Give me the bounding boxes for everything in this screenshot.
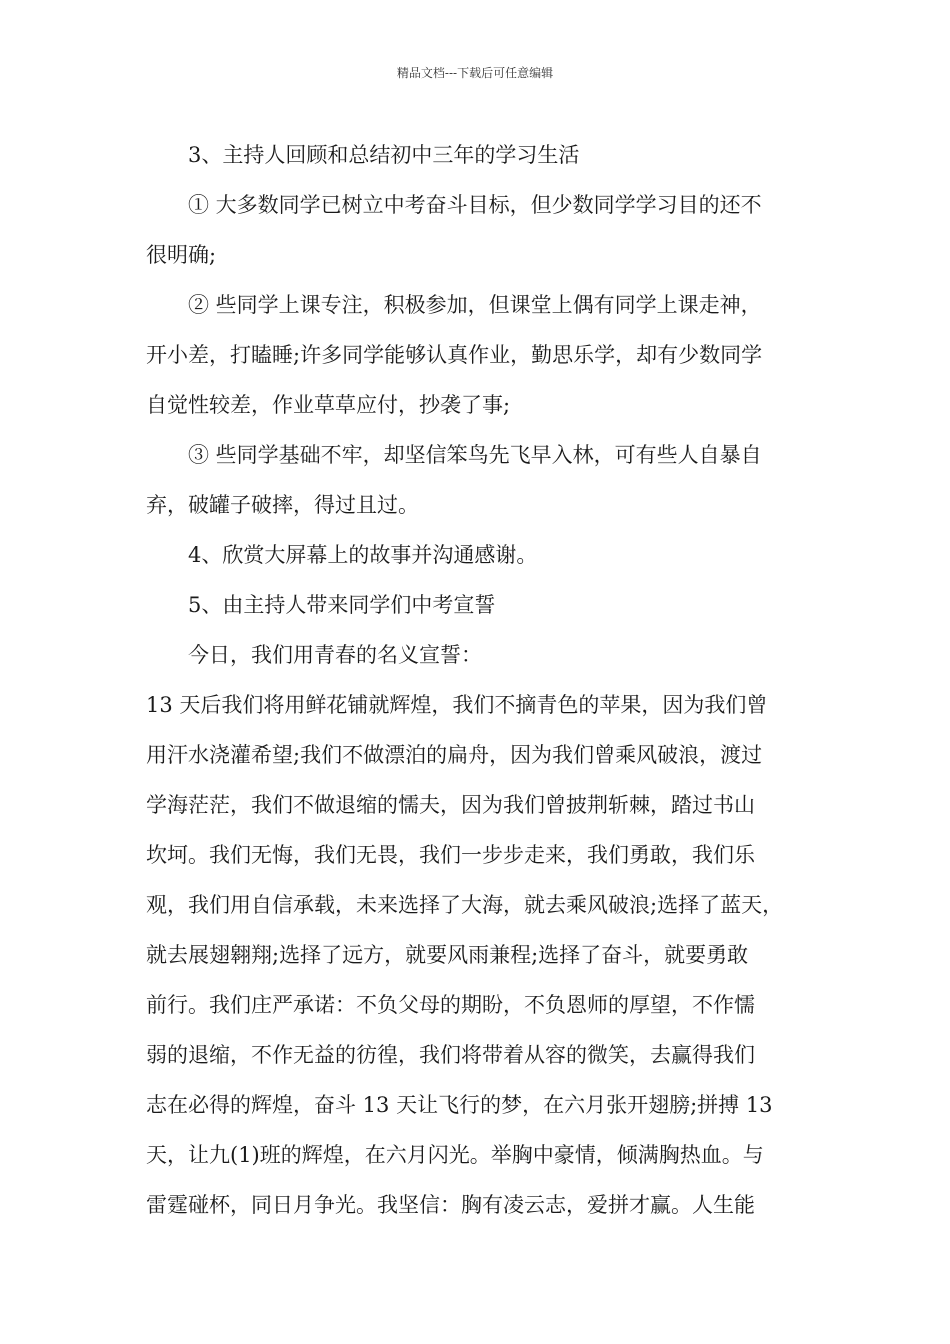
paragraph-line: 弱的退缩，不作无益的彷徨，我们将带着从容的微笑，去赢得我们 (146, 1043, 755, 1067)
paragraph-line: 4、欣赏大屏幕上的故事并沟通感谢。 (188, 543, 538, 567)
paragraph (146, 280, 818, 430)
paragraph-line: 很明确; (146, 243, 217, 267)
paragraph-line: 弃，破罐子破摔，得过且过。 (146, 493, 419, 517)
paragraph-line: ② 些同学上课专注，积极参加，但课堂上偶有同学上课走神， (188, 293, 762, 317)
paragraph-line: 前行。我们庄严承诺：不负父母的期盼，不负恩师的厚望，不作懦 (146, 993, 755, 1017)
paragraph (146, 630, 818, 680)
paragraph (146, 430, 818, 530)
paragraph-line: 观，我们用自信承载，未来选择了大海，就去乘风破浪;选择了蓝天， (146, 893, 784, 917)
paragraph-line: 13 天后我们将用鲜花铺就辉煌，我们不摘青色的苹果，因为我们曾 (146, 693, 768, 717)
paragraph-line: 3、主持人回顾和总结初中三年的学习生活 (188, 143, 580, 167)
paragraph-line: 天，让九(1)班的辉煌，在六月闪光。举胸中豪情，倾满胸热血。与 (146, 1143, 764, 1167)
paragraph-line: 学海茫茫，我们不做退缩的懦夫，因为我们曾披荆斩棘，踏过书山 (146, 793, 755, 817)
paragraph (146, 580, 818, 630)
document-body (146, 130, 818, 1230)
paragraph-line: 用汗水浇灌希望;我们不做漂泊的扁舟，因为我们曾乘风破浪，渡过 (146, 743, 763, 767)
paragraph-line: ③ 些同学基础不牢，却坚信笨鸟先飞早入林，可有些人自暴自 (188, 443, 762, 467)
paragraph-line: 坎坷。我们无悔，我们无畏，我们一步步走来，我们勇敢，我们乐 (146, 843, 755, 867)
page-header: 精品文档---下载后可任意编辑 (396, 66, 554, 80)
paragraph-line: 今日，我们用青春的名义宣誓： (188, 643, 482, 667)
paragraph-line: 志在必得的辉煌，奋斗 13 天让飞行的梦，在六月张开翅膀;拼搏 13 (146, 1093, 773, 1117)
paragraph-line: 就去展翅翱翔;选择了远方，就要风雨兼程;选择了奋斗，就要勇敢 (146, 943, 749, 967)
paragraph-line: 雷霆碰杯，同日月争光。我坚信：胸有凌云志，爱拼才赢。人生能 (146, 1193, 755, 1217)
paragraph (146, 530, 818, 580)
paragraph-line: 开小差，打瞌睡;许多同学能够认真作业，勤思乐学，却有少数同学 (146, 343, 763, 367)
paragraph-line: 5、由主持人带来同学们中考宣誓 (188, 593, 496, 617)
paragraph (146, 680, 818, 1230)
paragraph (146, 180, 818, 280)
paragraph-line: 自觉性较差，作业草草应付，抄袭了事; (146, 393, 511, 417)
paragraph-line: ① 大多数同学已树立中考奋斗目标，但少数同学学习目的还不 (188, 193, 762, 217)
paragraph (146, 130, 818, 180)
